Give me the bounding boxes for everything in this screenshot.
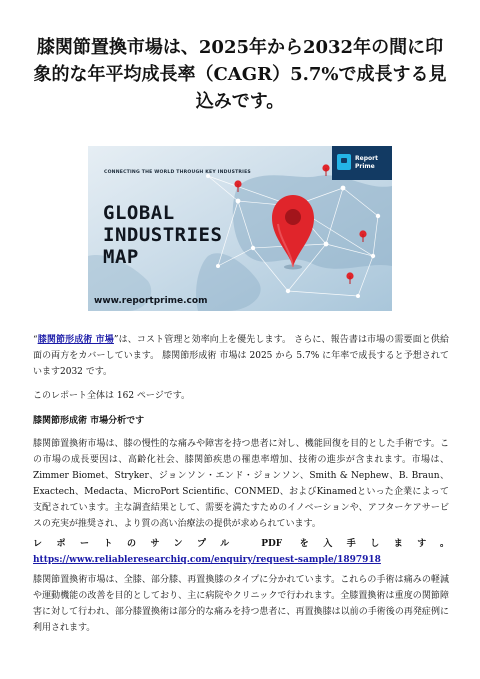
banner-image xyxy=(88,146,392,311)
report-prime-logo-icon xyxy=(337,154,351,170)
document-title: 膝関節置換市場は、2025年から2032年の間に印象的な年平均成長率（CAGR）5.7%で成長する見込みです。 xyxy=(33,37,447,112)
report-prime-logo xyxy=(332,146,392,180)
banner-url: www.reportprime.com xyxy=(94,296,208,306)
banner-heading: GLOBAL INDUSTRIES MAP xyxy=(103,202,223,268)
analysis-paragraph: 膝関節置換術市場は、膝の慢性的な痛みや障害を持つ患者に対し、機能回復を目的とした手術です。この市場の成長要因は、高齢化社会、膝関節疾患の罹患率増加、技術の進歩が含まれます。市場は、Zimmer Biomet、Stryker、ジョンソン・エンド・ジョンソン、Smith & Nephew、B. Braun、Exactech、Medacta、MicroPort Scientific、CONMED、およびKinamedといった企業によって支配されています。主な調査結果として、需要を満たすためのイノベーションや、アフターケアサービスの充実が推奨され、より質の高い治療法の提供が求められています。 xyxy=(33,439,449,529)
section-heading: 膝関節形成術 市場分析です xyxy=(33,416,145,426)
sample-link[interactable]: https://www.reliableresearchiq.com/enquiry/request-sample/1897918 xyxy=(33,555,381,565)
logo-text: Report Prime xyxy=(355,155,378,170)
market-link[interactable]: 膝関節形成術 市場 xyxy=(37,335,114,345)
page-count-text: このレポート全体は 162 ページです。 xyxy=(33,391,191,401)
banner-tagline: CONNECTING THE WORLD THROUGH KEY INDUSTRIES xyxy=(104,170,251,175)
intro-paragraph: “膝関節形成術 市場”は、コスト管理と効率向上を優先します。 さらに、報告書は市場の需要面と供給面の両方をカバーしています。 膝関節形成術 市場は 2025 から 5.7% に年率で成長すると予想されています2032 です。 xyxy=(33,335,449,377)
segments-paragraph: 膝関節置換術市場は、全膝、部分膝、再置換膝のタイプに分かれています。これらの手術は痛みの軽減や運動機能の改善を目的としており、主に病院やクリニックで行われます。全膝置換術は重度の関節障害に対して行われ、部分膝置換術は部分的な痛みを持つ患者に、再置換膝は以前の手術後の再発症例に利用されます。 xyxy=(33,575,449,633)
sample-request-paragraph xyxy=(33,536,449,568)
sample-label: レポートのサンプル PDF を入手します。 xyxy=(33,539,449,549)
